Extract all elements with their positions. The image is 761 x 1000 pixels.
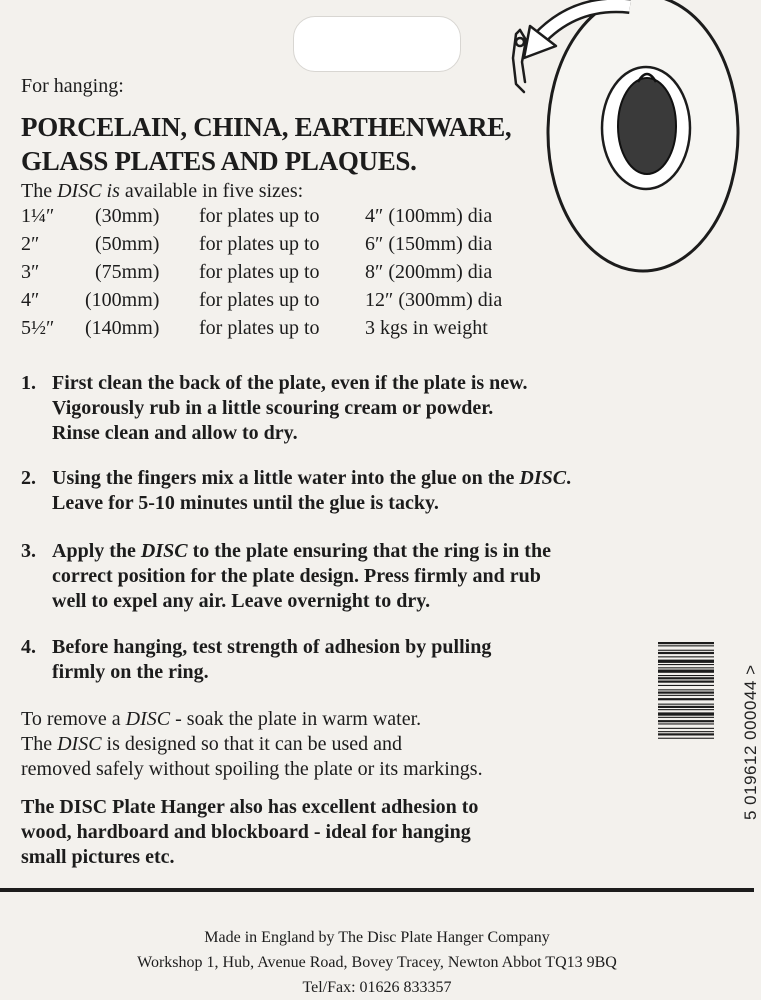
barcode-bar [658,698,714,700]
size-mm: (75mm) [95,261,160,283]
size-inch: 1¼″ [21,205,55,227]
step-number: 4. [21,636,36,658]
barcode-bar [658,704,714,705]
barcode [658,642,714,818]
footer-address: Workshop 1, Hub, Avenue Road, Bovey Tracey, Newton Abbot TQ13 9BQ [137,954,617,971]
footer [0,925,754,1000]
barcode-bar [658,712,714,715]
step-text: First clean the back of the plate, even if the plate is new. Vigorously rub in a little scouring cream or powder. Rinse clean and allow to dry. [52,372,528,444]
for-hanging-label: For hanging: [21,75,124,97]
step-number: 1. [21,372,36,394]
barcode-bar [658,675,714,676]
size-phrase: for plates up to [199,317,320,339]
adhesion-note: The DISC Plate Hanger also has excellent adhesion to wood, hardboard and blockboard - ideal for hanging small pictures etc. [21,796,479,868]
headline [21,110,511,178]
disc-product-name: DISC [519,467,567,489]
size-row [21,233,581,261]
size-inch: 2″ [21,233,40,255]
size-phrase: for plates up to [199,261,320,283]
headline-line: GLASS PLATES AND PLAQUES. [21,146,417,176]
divider-rule [0,888,754,892]
instruction-step-2 [21,466,661,516]
footer-maker: Made in England by The Disc Plate Hanger Company [204,929,550,946]
barcode-bar [658,677,714,679]
size-mm: (50mm) [95,233,160,255]
barcode-bar [658,720,714,722]
step-number: 3. [21,540,36,562]
size-mm: (140mm) [85,317,160,339]
barcode-bar [658,692,714,694]
size-mm: (100mm) [85,289,160,311]
barcode-bar [658,728,714,729]
instruction-step-4 [21,635,661,685]
hanger-clip-icon [513,30,526,92]
size-phrase: for plates up to [199,233,320,255]
sizes-table [21,205,581,345]
barcode-bar [658,709,714,710]
barcode-bar [658,660,714,663]
size-row [21,261,581,289]
barcode-bar [658,723,714,724]
barcode-bar [658,706,714,708]
size-inch: 3″ [21,261,40,283]
barcode-bar [658,689,714,690]
barcode-bar [658,670,714,673]
step-text: Before hanging, test strength of adhesion by pulling firmly on the ring. [52,636,492,683]
barcode-digits: 5 019612 000044 > [741,664,760,820]
size-phrase: for plates up to [199,205,320,227]
sizes-intro: The DISC is available in five sizes: [21,180,304,202]
barcode-bar [658,733,714,735]
barcode-bar [658,645,714,646]
barcode-bar [658,667,714,668]
barcode-bar [658,738,714,739]
barcode-bar [658,695,714,696]
disc-product-name: DISC is [57,180,120,202]
size-inch: 4″ [21,289,40,311]
barcode-bar [658,717,714,718]
step-text: Using the fingers mix a little water into the glue on the DISC. Leave for 5-10 minutes until the glue is tacky. [52,467,572,514]
barcode-bar [658,656,714,657]
barcode-bar [658,681,714,683]
barcode-bar [658,731,714,732]
headline-line: PORCELAIN, CHINA, EARTHENWARE, [21,112,512,142]
size-row [21,289,581,317]
removal-instructions: To remove a DISC - soak the plate in warm water. The DISC is designed so that it can be used and removed safely without spoiling the plate or its markings. [21,708,483,780]
step-text: Apply the DISC to the plate ensuring that the ring is in the correct position for the plate design. Press firmly and rub well to expel any air. Leave overnight to dry. [52,540,551,612]
footer-phone: Tel/Fax: 01626 833357 [302,979,452,996]
size-limit: 4″ (100mm) dia [365,205,493,227]
instruction-step-1 [21,371,661,446]
size-row [21,205,581,233]
barcode-bar [658,650,714,651]
barcode-bar [658,652,714,654]
size-limit: 12″ (300mm) dia [365,289,503,311]
disc-product-name: DISC [140,540,188,562]
size-limit: 8″ (200mm) dia [365,261,493,283]
hanging-hole [293,16,461,72]
size-phrase: for plates up to [199,289,320,311]
size-limit: 3 kgs in weight [365,317,488,339]
barcode-bar [658,685,714,686]
step-number: 2. [21,467,36,489]
disc-product-name: DISC [57,733,102,755]
size-limit: 6″ (150mm) dia [365,233,493,255]
size-mm: (30mm) [95,205,160,227]
barcode-bar [658,664,714,665]
disc-product-name: DISC [125,708,171,730]
size-inch: 5½″ [21,317,55,339]
instruction-step-3 [21,539,661,614]
size-row [21,317,581,345]
barcode-bar [658,642,714,644]
